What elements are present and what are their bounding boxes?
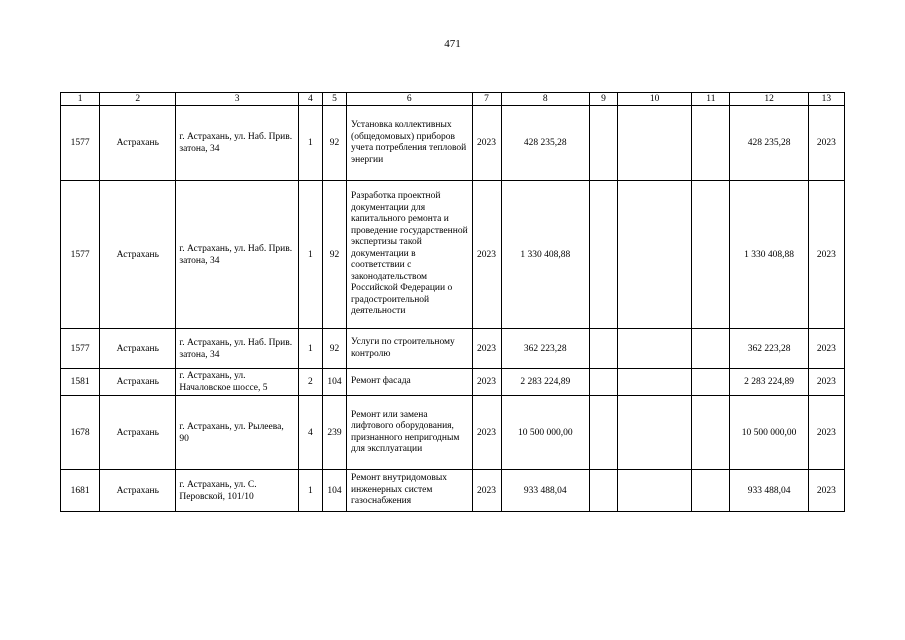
cell-city: Астрахань <box>100 329 176 369</box>
cell-col11 <box>692 106 730 181</box>
cell-col10 <box>618 369 692 396</box>
column-header: 9 <box>589 93 617 106</box>
column-header: 12 <box>730 93 808 106</box>
cell-work-type: Ремонт внутридомовых инженерных систем газоснабжения <box>347 470 472 512</box>
cell-col5: 104 <box>322 369 346 396</box>
cell-col9 <box>589 396 617 470</box>
column-header: 5 <box>322 93 346 106</box>
cell-city: Астрахань <box>100 106 176 181</box>
cell-col5: 104 <box>322 470 346 512</box>
cell-col4: 4 <box>298 396 322 470</box>
cell-year: 2023 <box>472 396 501 470</box>
cell-col4: 2 <box>298 369 322 396</box>
cell-end-year: 2023 <box>808 181 844 329</box>
cell-total: 10 500 000,00 <box>730 396 808 470</box>
cell-col5: 92 <box>322 106 346 181</box>
cell-work-type: Ремонт фасада <box>347 369 472 396</box>
cell-address: г. Астрахань, ул. Началовское шоссе, 5 <box>176 369 298 396</box>
column-header: 13 <box>808 93 844 106</box>
cell-col9 <box>589 181 617 329</box>
cell-address: г. Астрахань, ул. С. Перовской, 101/10 <box>176 470 298 512</box>
cell-col4: 1 <box>298 470 322 512</box>
column-header: 1 <box>61 93 100 106</box>
table-row <box>61 470 845 512</box>
cell-col11 <box>692 329 730 369</box>
page-number: 471 <box>444 38 461 50</box>
cell-col11 <box>692 470 730 512</box>
cell-amount: 362 223,28 <box>501 329 589 369</box>
cell-col9 <box>589 106 617 181</box>
cell-code: 1581 <box>61 369 100 396</box>
cell-amount: 1 330 408,88 <box>501 181 589 329</box>
cell-col4: 1 <box>298 181 322 329</box>
cell-total: 933 488,04 <box>730 470 808 512</box>
cell-code: 1577 <box>61 106 100 181</box>
cell-amount: 2 283 224,89 <box>501 369 589 396</box>
header-row <box>61 93 845 106</box>
column-header: 10 <box>618 93 692 106</box>
cell-city: Астрахань <box>100 470 176 512</box>
cell-city: Астрахань <box>100 396 176 470</box>
cell-end-year: 2023 <box>808 369 844 396</box>
cell-amount: 933 488,04 <box>501 470 589 512</box>
cell-col5: 92 <box>322 329 346 369</box>
cell-col10 <box>618 396 692 470</box>
table-row <box>61 329 845 369</box>
cell-end-year: 2023 <box>808 106 844 181</box>
column-header: 2 <box>100 93 176 106</box>
cell-year: 2023 <box>472 181 501 329</box>
cell-code: 1577 <box>61 329 100 369</box>
cell-code: 1678 <box>61 396 100 470</box>
cell-col5: 239 <box>322 396 346 470</box>
cell-col11 <box>692 369 730 396</box>
cell-total: 362 223,28 <box>730 329 808 369</box>
cell-work-type: Ремонт или замена лифтового оборудования, признанного непригодным для эксплуатации <box>347 396 472 470</box>
cell-work-type: Услуги по строительному контролю <box>347 329 472 369</box>
table-row <box>61 181 845 329</box>
column-header: 6 <box>347 93 472 106</box>
cell-col10 <box>618 181 692 329</box>
table-row <box>61 396 845 470</box>
cell-year: 2023 <box>472 470 501 512</box>
column-header: 8 <box>501 93 589 106</box>
cell-end-year: 2023 <box>808 396 844 470</box>
cell-end-year: 2023 <box>808 470 844 512</box>
cell-total: 1 330 408,88 <box>730 181 808 329</box>
column-header: 3 <box>176 93 298 106</box>
cell-col11 <box>692 181 730 329</box>
cell-col10 <box>618 470 692 512</box>
cell-end-year: 2023 <box>808 329 844 369</box>
cell-col5: 92 <box>322 181 346 329</box>
cell-col9 <box>589 329 617 369</box>
cell-work-type: Разработка проектной документации для капитального ремонта и проведение государственной экспертизы такой документации в соответствии с законодательством Российской Федерации о градостроительной деятельности <box>347 181 472 329</box>
cell-city: Астрахань <box>100 369 176 396</box>
cell-col4: 1 <box>298 106 322 181</box>
cell-total: 2 283 224,89 <box>730 369 808 396</box>
cell-year: 2023 <box>472 106 501 181</box>
cell-year: 2023 <box>472 329 501 369</box>
cell-work-type: Установка коллективных (общедомовых) приборов учета потребления тепловой энергии <box>347 106 472 181</box>
cell-code: 1681 <box>61 470 100 512</box>
column-header: 4 <box>298 93 322 106</box>
table-row <box>61 106 845 181</box>
cell-address: г. Астрахань, ул. Наб. Прив. затона, 34 <box>176 181 298 329</box>
cell-address: г. Астрахань, ул. Наб. Прив. затона, 34 <box>176 329 298 369</box>
cell-year: 2023 <box>472 369 501 396</box>
data-table <box>60 92 845 512</box>
cell-address: г. Астрахань, ул. Рылеева, 90 <box>176 396 298 470</box>
cell-city: Астрахань <box>100 181 176 329</box>
cell-address: г. Астрахань, ул. Наб. Прив. затона, 34 <box>176 106 298 181</box>
cell-col4: 1 <box>298 329 322 369</box>
cell-col9 <box>589 470 617 512</box>
table-row <box>61 369 845 396</box>
cell-total: 428 235,28 <box>730 106 808 181</box>
cell-amount: 428 235,28 <box>501 106 589 181</box>
cell-amount: 10 500 000,00 <box>501 396 589 470</box>
cell-col9 <box>589 369 617 396</box>
cell-col10 <box>618 329 692 369</box>
column-header: 11 <box>692 93 730 106</box>
cell-col11 <box>692 396 730 470</box>
cell-col10 <box>618 106 692 181</box>
column-header: 7 <box>472 93 501 106</box>
cell-code: 1577 <box>61 181 100 329</box>
